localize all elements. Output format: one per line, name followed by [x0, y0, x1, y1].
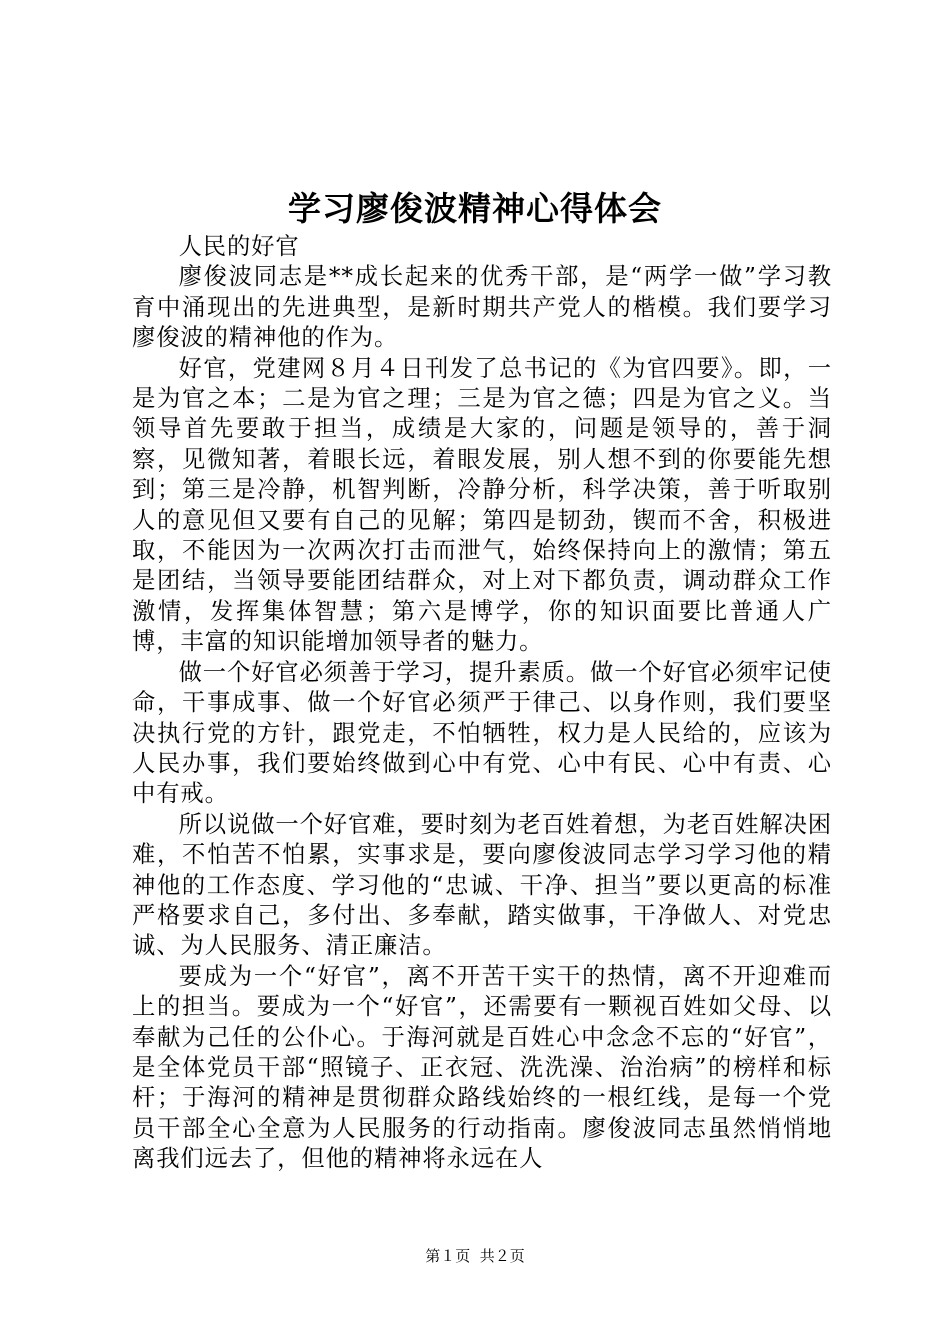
- paragraph: 做一个好官必须善于学习，提升素质。做一个好官必须牢记使命，干事成事、做一个好官必须严于律己、以身作则，我们要坚决执行党的方针，跟党走，不怕牺牲，权力是人民给的，应该为人民办事，我们要始终做到心中有党、心中有民、心中有责、心中有戒。: [132, 658, 832, 808]
- document-title: 学习廖俊波精神心得体会: [288, 189, 662, 228]
- page-number-footer: 第１页 共２页: [425, 1247, 525, 1265]
- paragraph: 所以说做一个好官难，要时刻为老百姓着想，为老百姓解决困难，不怕苦不怕累，实事求是，要向廖俊波同志学习学习他的精神他的工作态度、学习他的“忠诚、干净、担当”要以更高的标准严格要求自己，多付出、多奉献，踏实做事，干净做人、对党忠诚、为人民服务、清正廉洁。: [132, 810, 832, 960]
- paragraph: 要成为一个“好官”，离不开苦干实干的热情，离不开迎难而上的担当。要成为一个“好官”，还需要有一颗视百姓如父母、以奉献为己任的公仆心。于海河就是百姓心中念念不忘的“好官”，是全体党员干部“照镜子、正衣冠、洗洗澡、治治病”的榜样和标杆；于海河的精神是贯彻群众路线始终的一根红线，是每一个党员干部全心全意为人民服务的行动指南。廖俊波同志虽然悄悄地离我们远去了，但他的精神将永远在人: [132, 962, 832, 1173]
- section-heading: 人民的好官: [178, 233, 300, 260]
- paragraph: 好官，党建网８月４日刊发了总书记的《为官四要》。即，一是为官之本；二是为官之理；三是为官之德；四是为官之义。当领导首先要敢于担当，成绩是大家的，问题是领导的，善于洞察，见微知著，着眼长远，着眼发展，别人想不到的你要能先想到；第三是冷静，机智判断，冷静分析，科学决策，善于听取别人的意见但又要有自己的见解；第四是韧劲，锲而不舍，积极进取，不能因为一次两次打击而泄气，始终保持向上的激情；第五是团结，当领导要能团结群众，对上对下都负责，调动群众工作激情，发挥集体智慧；第六是博学，你的知识面要比普通人广博，丰富的知识能增加领导者的魅力。: [132, 354, 832, 656]
- paragraph: 廖俊波同志是**成长起来的优秀干部，是“两学一做”学习教育中涌现出的先进典型，是新时期共产党人的楷模。我们要学习廖俊波的精神他的作为。: [132, 263, 832, 352]
- document-body: [132, 232, 832, 1175]
